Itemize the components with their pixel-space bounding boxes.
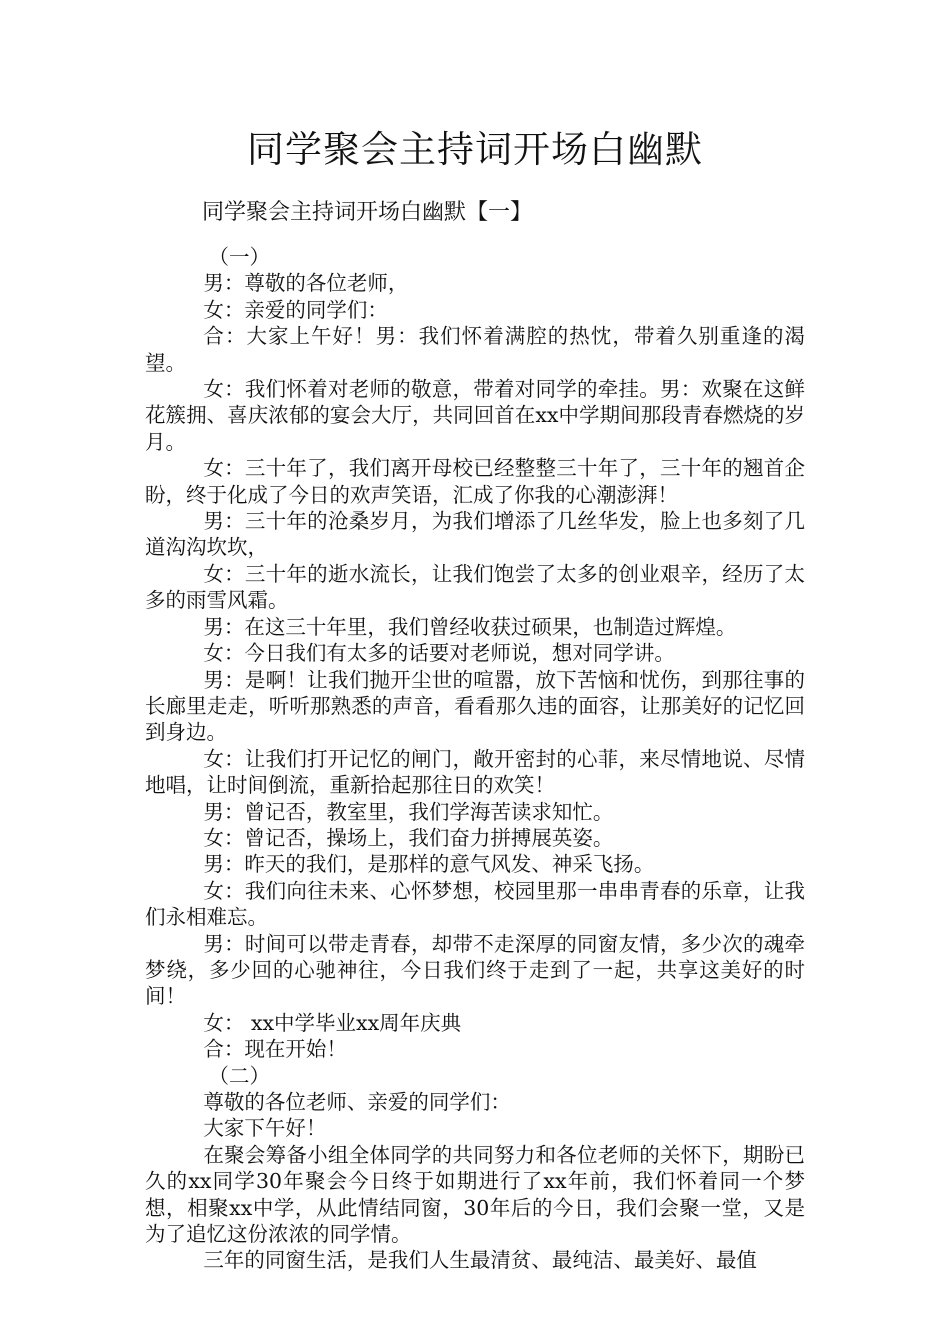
paragraph: 女：三十年了，我们离开母校已经整整三十年了，三十年的翘首企盼，终于化成了今日的欢声笑语，汇成了你我的心潮澎湃！	[145, 456, 805, 507]
paragraph: 男：曾记否，教室里，我们学海苦读求知忙。	[203, 799, 614, 824]
paragraph: 女：亲爱的同学们：	[203, 297, 388, 322]
paragraph: 女：今日我们有太多的话要对老师说，想对同学讲。	[203, 641, 675, 666]
paragraph: 男：是啊！让我们抛开尘世的喧嚣，放下苦恼和忧伤，到那往事的长廊里走走，听听那熟悉的声音，看看那久违的面容，让那美好的记忆回到身边。	[145, 667, 805, 745]
paragraph: 女：曾记否，操场上，我们奋力拼搏展英姿。	[203, 825, 614, 850]
paragraph: 男：尊敬的各位老师，	[203, 271, 409, 296]
paragraph: 男：在这三十年里，我们曾经收获过硕果，也制造过辉煌。	[203, 614, 737, 639]
section-marker: （一）	[208, 245, 271, 269]
document-title: 同学聚会主持词开场白幽默	[247, 128, 703, 171]
paragraph: 大家下午好！	[203, 1116, 327, 1141]
paragraph: 男：三十年的沧桑岁月，为我们增添了几丝华发，脸上也多刻了几道沟沟坎坎，	[145, 509, 805, 560]
paragraph: 女：三十年的逝水流长，让我们饱尝了太多的创业艰辛，经历了太多的雨雪风霜。	[145, 561, 805, 613]
paragraph: 女：让我们打开记忆的闸门，敞开密封的心菲，来尽情地说、尽情地唱，让时间倒流，重新拾起那往日的欢笑！	[145, 746, 805, 798]
paragraph: 男：时间可以带走青春，却带不走深厚的同窗友情，多少次的魂牵梦绕，多少回的心驰神往，今日我们终于走到了一起，共享这美好的时间！	[145, 931, 805, 1009]
paragraph: 三年的同窗生活，是我们人生最清贫、最纯洁、最美好、最值	[203, 1248, 757, 1273]
document-body	[145, 244, 805, 1274]
paragraph: 合：大家上午好！男：我们怀着满腔的热忱，带着久别重逢的渴望。	[145, 324, 805, 375]
paragraph: 女：我们向往未来、心怀梦想，校园里那一串串青春的乐章，让我们永相难忘。	[145, 878, 805, 930]
paragraph: 合：现在开始！	[203, 1037, 347, 1062]
paragraph: 尊敬的各位老师、亲爱的同学们：	[203, 1090, 511, 1114]
paragraph: 男：昨天的我们，是那样的意气风发、神采飞扬。	[203, 852, 655, 877]
paragraph: 女：我们怀着对老师的敬意，带着对同学的牵挂。男：欢聚在这鲜花簇拥、喜庆浓郁的宴会大厅，共同回首在xx中学期间那段青春燃烧的岁月。	[145, 377, 805, 454]
paragraph: 在聚会筹备小组全体同学的共同努力和各位老师的关怀下，期盼已久的xx同学30年聚会今日终于如期进行了xx年前，我们怀着同一个梦想，相聚xx中学，从此情结同窗，30年后的今日，我们会聚一堂，又是为了追忆这份浓浓的同学情。	[145, 1142, 805, 1247]
section-heading: 同学聚会主持词开场白幽默【一】	[202, 200, 533, 225]
paragraph: 女： xx中学毕业xx周年庆典	[203, 1010, 462, 1035]
section-marker: （二）	[208, 1063, 271, 1088]
